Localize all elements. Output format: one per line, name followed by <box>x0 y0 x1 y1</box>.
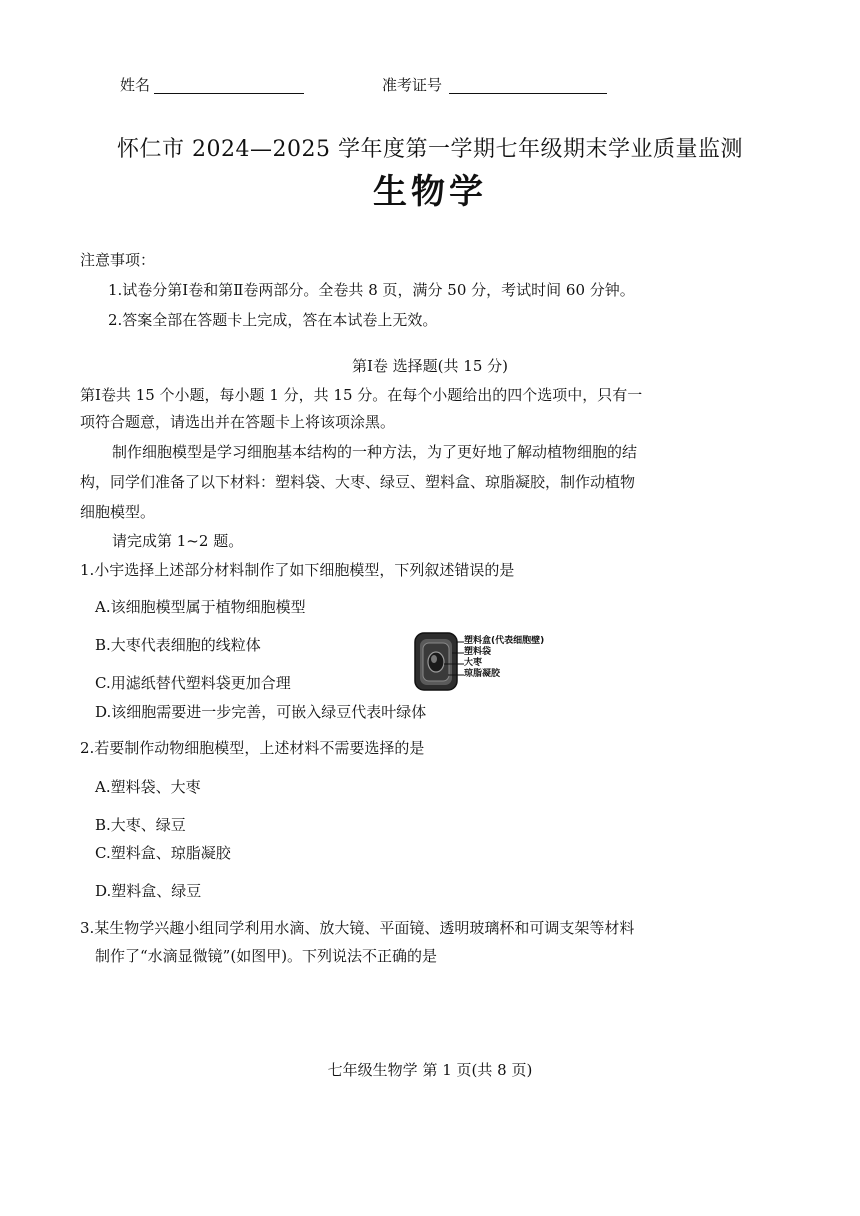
name-blank <box>154 93 304 94</box>
notice-heading: 注意事项： <box>80 251 156 269</box>
part1-intro: 第Ⅰ卷共 15 个小题，每小题 1 分，共 15 分。在每个小题给出的四个选项中，只有一 <box>80 386 643 404</box>
question-1-option-c: C.用滤纸替代塑料袋更加合理 <box>95 674 291 692</box>
question-2-option-d: D.塑料盒、绿豆 <box>95 882 202 900</box>
question-2-stem: 2.若要制作动物细胞模型，上述材料不需要选择的是 <box>80 739 425 757</box>
name-label: 姓名 <box>120 76 151 94</box>
cell-model-figure <box>412 631 562 693</box>
figure-label-box: 塑料盒(代表细胞壁) <box>464 636 545 646</box>
exam-id-blank <box>449 93 607 94</box>
exam-title: 怀仁市 2024—2025 学年度第一学期七年级期末学业质量监测 <box>117 137 743 162</box>
question-1-option-b: B.大枣代表细胞的线粒体 <box>95 636 261 654</box>
question-3-stem: 3.某生物学兴趣小组同学利用水滴、放大镜、平面镜、透明玻璃杯和可调支架等材料 <box>80 919 635 937</box>
figure-label-jujube: 大枣 <box>464 658 483 668</box>
question-1-option-a: A.该细胞模型属于植物细胞模型 <box>95 598 306 616</box>
question-3-stem: 制作了“水滴显微镜”(如图甲)。下列说法不正确的是 <box>95 947 438 965</box>
question-2-option-c: C.塑料盒、琼脂凝胶 <box>95 844 231 862</box>
context-paragraph: 构，同学们准备了以下材料：塑料袋、大枣、绿豆、塑料盒、琼脂凝胶，制作动植物 <box>80 473 636 491</box>
question-1-stem: 1.小宇选择上述部分材料制作了如下细胞模型，下列叙述错误的是 <box>80 561 515 579</box>
question-1-option-d: D.该细胞需要进一步完善，可嵌入绿豆代表叶绿体 <box>95 703 427 721</box>
question-2-option-a: A.塑料袋、大枣 <box>95 778 201 796</box>
figure-label-bag: 塑料袋 <box>464 647 492 657</box>
part1-intro: 项符合题意，请选出并在答题卡上将该项涂黑。 <box>80 413 396 431</box>
part1-heading: 第Ⅰ卷 选择题(共 15 分) <box>351 357 509 375</box>
context-paragraph: 制作细胞模型是学习细胞基本结构的一种方法，为了更好地了解动植物细胞的结 <box>112 443 638 461</box>
notice-item: 2.答案全部在答题卡上完成，答在本试卷上无效。 <box>108 311 438 329</box>
question-instruction: 请完成第 1~2 题。 <box>112 532 244 550</box>
exam-id-label: 准考证号 <box>382 76 443 94</box>
page-footer: 七年级生物学 第 1 页(共 8 页) <box>327 1061 533 1079</box>
notice-item: 1.试卷分第Ⅰ卷和第Ⅱ卷两部分。全卷共 8 页，满分 50 分，考试时间 60 分钟。 <box>108 281 635 299</box>
context-paragraph: 细胞模型。 <box>80 503 156 521</box>
figure-label-agar: 琼脂凝胶 <box>464 669 501 679</box>
subject-title: 生物学 <box>373 172 487 212</box>
question-2-option-b: B.大枣、绿豆 <box>95 816 186 834</box>
